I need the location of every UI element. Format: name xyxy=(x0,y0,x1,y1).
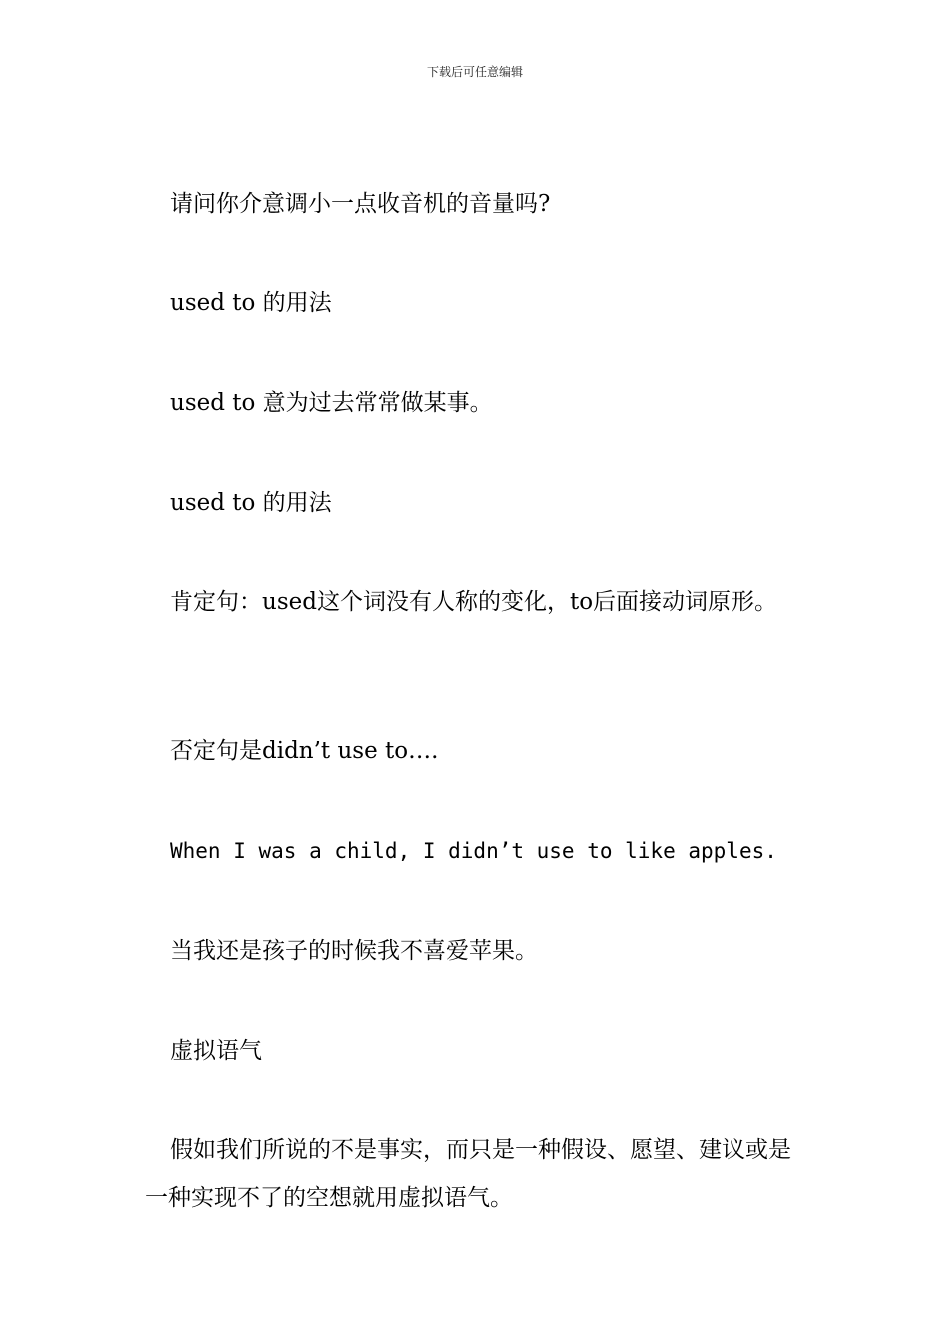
paragraph-used-to-meaning: used to 意为过去常常做某事。 xyxy=(170,390,493,416)
paragraph-question: 请问你介意调小一点收音机的音量吗? xyxy=(170,191,551,217)
paragraph-subjunctive-definition: 假如我们所说的不是事实，而只是一种假设、愿望、建议或是一种实现不了的空想就用虚拟语气。 xyxy=(145,1137,791,1211)
paragraph-example-chinese: 当我还是孩子的时候我不喜爱苹果。 xyxy=(170,938,538,964)
paragraph-subjunctive-heading: 虚拟语气 xyxy=(170,1038,262,1064)
page-header: 下载后可任意编辑 xyxy=(426,65,523,79)
paragraph-negative: 否定句是didn’t use to…. xyxy=(170,738,439,764)
paragraph-used-to-heading: used to 的用法 xyxy=(170,290,332,316)
paragraph-example-english: When I was a child, I didn’t use to like apples. xyxy=(170,839,777,863)
paragraph-affirmative: 肯定句：used这个词没有人称的变化，to后面接动词原形。 xyxy=(170,589,778,615)
paragraph-used-to-heading-2: used to 的用法 xyxy=(170,490,332,516)
